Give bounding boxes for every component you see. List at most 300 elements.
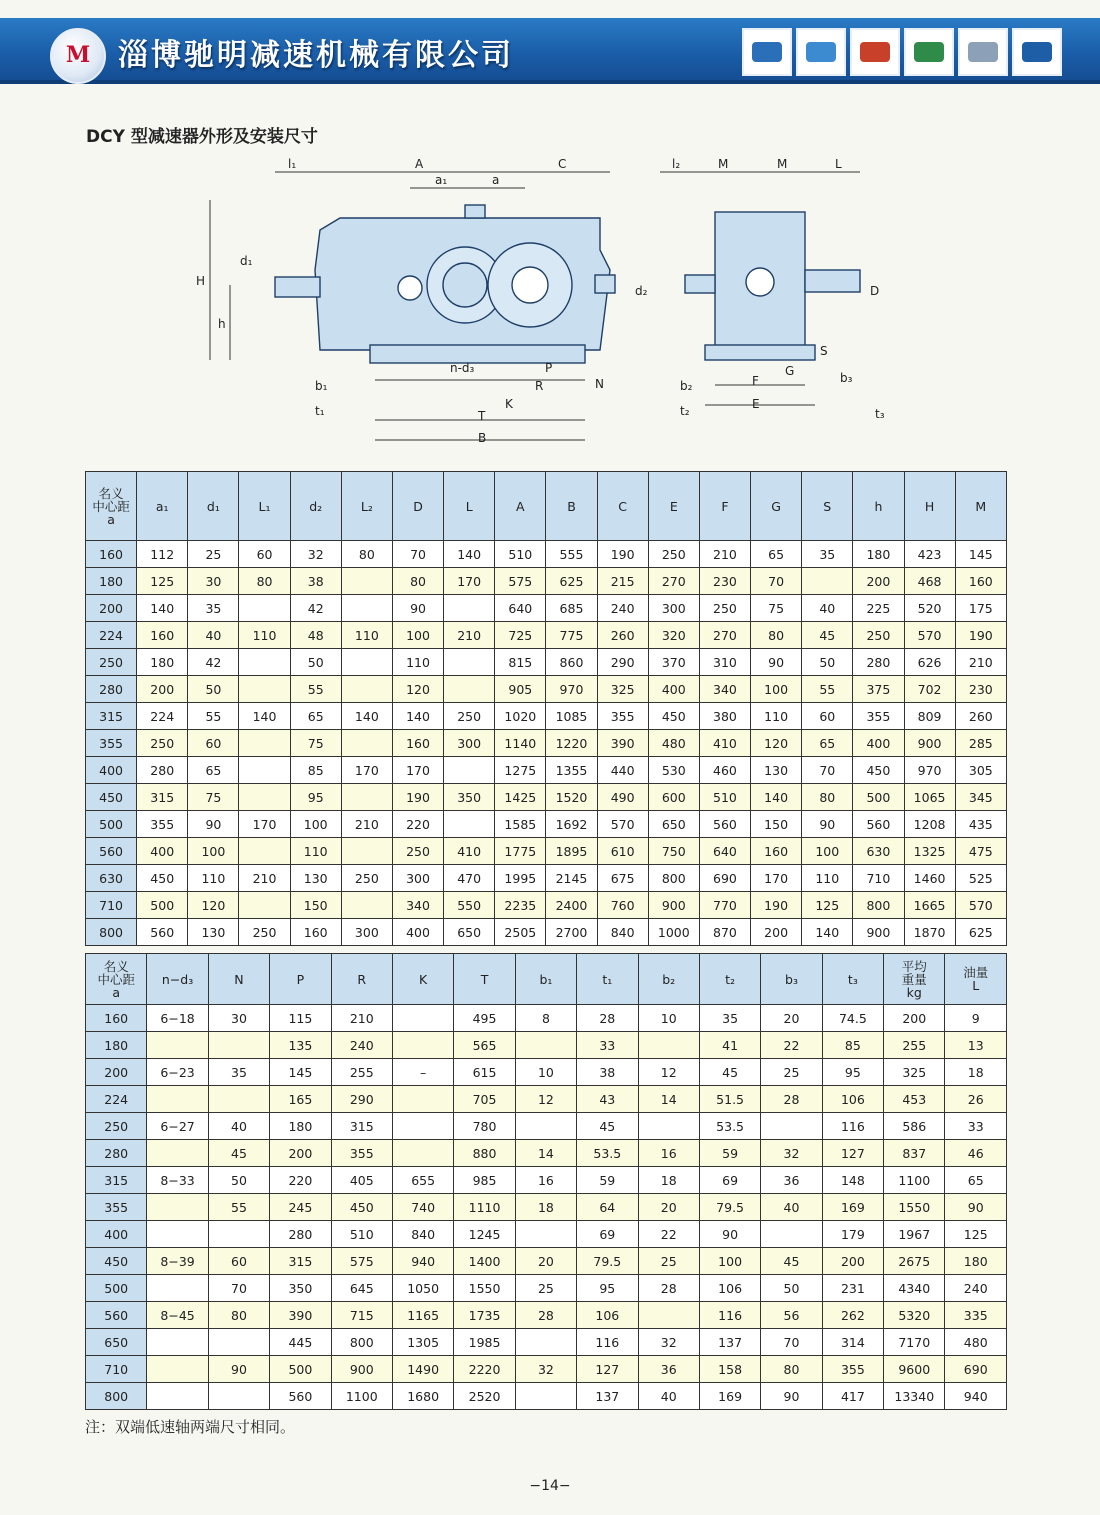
column-header: 名义 中心距 a <box>86 472 137 541</box>
table-cell: 70 <box>761 1329 822 1356</box>
table-cell: 1325 <box>904 838 955 865</box>
table-cell: 626 <box>904 649 955 676</box>
table-cell: 80 <box>761 1356 822 1383</box>
table-cell: 210 <box>444 622 495 649</box>
table-cell: 112 <box>137 541 188 568</box>
table-cell: 50 <box>208 1167 269 1194</box>
table-cell <box>147 1356 208 1383</box>
table-cell <box>444 811 495 838</box>
table-cell: 90 <box>945 1194 1007 1221</box>
table-cell: 40 <box>188 622 239 649</box>
table-cell: 224 <box>137 703 188 730</box>
table-cell: 260 <box>597 622 648 649</box>
table-cell: 1995 <box>495 865 546 892</box>
column-header: L₂ <box>341 472 392 541</box>
table-cell: 240 <box>597 595 648 622</box>
table-cell: 43 <box>577 1086 638 1113</box>
table-row <box>86 1383 1007 1410</box>
table-cell <box>444 757 495 784</box>
table-cell: 51.5 <box>699 1086 760 1113</box>
table-cell: 1895 <box>546 838 597 865</box>
table-cell: 35 <box>188 595 239 622</box>
table-cell: 625 <box>955 919 1006 946</box>
table-cell: 28 <box>638 1275 699 1302</box>
table-cell: 675 <box>597 865 648 892</box>
table-cell: 190 <box>392 784 443 811</box>
table-cell: 1100 <box>884 1167 945 1194</box>
dimension-table-1 <box>85 471 1007 946</box>
table-cell: 53.5 <box>577 1140 638 1167</box>
table-cell: 255 <box>331 1059 392 1086</box>
table-cell: 70 <box>208 1275 269 1302</box>
table-cell: 315 <box>270 1248 331 1275</box>
table-cell: – <box>392 1059 453 1086</box>
table-cell <box>802 568 853 595</box>
table-cell: 1460 <box>904 865 955 892</box>
table-cell <box>147 1275 208 1302</box>
table-cell: 250 <box>239 919 290 946</box>
table-cell: 12 <box>515 1086 576 1113</box>
table-cell: 65 <box>945 1167 1007 1194</box>
table-cell: 702 <box>904 676 955 703</box>
table-cell: 55 <box>802 676 853 703</box>
table-cell: 400 <box>392 919 443 946</box>
table-row <box>86 1113 1007 1140</box>
column-header: K <box>392 954 453 1005</box>
table-row <box>86 730 1007 757</box>
label-P: P <box>545 361 553 375</box>
table-cell: 160 <box>751 838 802 865</box>
table-cell: 200 <box>822 1248 883 1275</box>
table-cell: 270 <box>699 622 750 649</box>
table-cell: 500 <box>137 892 188 919</box>
logo-mark: M <box>65 42 91 68</box>
table-cell <box>208 1086 269 1113</box>
table-cell: 400 <box>853 730 904 757</box>
table-cell: 510 <box>495 541 546 568</box>
table-cell: 1550 <box>884 1194 945 1221</box>
table-cell: 50 <box>761 1275 822 1302</box>
table-cell: 36 <box>638 1356 699 1383</box>
table-cell: 90 <box>761 1383 822 1410</box>
table-cell: 840 <box>597 919 648 946</box>
table-cell: 70 <box>392 541 443 568</box>
table-cell: 410 <box>444 838 495 865</box>
table-cell <box>147 1086 208 1113</box>
table-cell: 13340 <box>884 1383 945 1410</box>
table-cell: 170 <box>392 757 443 784</box>
table-cell: 565 <box>454 1032 515 1059</box>
table-cell: 250 <box>137 730 188 757</box>
table-cell: 32 <box>638 1329 699 1356</box>
table-cell: 300 <box>648 595 699 622</box>
table-cell: 560 <box>853 811 904 838</box>
table-cell: 445 <box>270 1329 331 1356</box>
table-cell: 1110 <box>454 1194 515 1221</box>
table-cell: 640 <box>495 595 546 622</box>
label-T: T <box>478 409 486 423</box>
table-cell: 625 <box>546 568 597 595</box>
table-cell: 530 <box>648 757 699 784</box>
table-row <box>86 838 1007 865</box>
table-cell: 555 <box>546 541 597 568</box>
table-row <box>86 919 1007 946</box>
table-cell: 490 <box>597 784 648 811</box>
table-cell <box>392 1005 453 1032</box>
table-cell: 130 <box>188 919 239 946</box>
table-cell: 453 <box>884 1086 945 1113</box>
front-view <box>275 205 615 363</box>
row-key-cell: 800 <box>86 1383 147 1410</box>
table-cell: 26 <box>945 1086 1007 1113</box>
table-cell: 28 <box>515 1302 576 1329</box>
column-header: t₂ <box>699 954 760 1005</box>
table-cell: 417 <box>822 1383 883 1410</box>
table-cell: 110 <box>802 865 853 892</box>
table-cell: 170 <box>341 757 392 784</box>
table-cell: 690 <box>945 1356 1007 1383</box>
table-cell: 340 <box>699 676 750 703</box>
table-cell: 655 <box>392 1167 453 1194</box>
table-cell: 16 <box>515 1167 576 1194</box>
column-header: b₃ <box>761 954 822 1005</box>
table-cell: 40 <box>638 1383 699 1410</box>
table-cell: 725 <box>495 622 546 649</box>
table-cell: 140 <box>239 703 290 730</box>
table-row <box>86 703 1007 730</box>
table-cell: 95 <box>290 784 341 811</box>
table-cell: 250 <box>341 865 392 892</box>
table-cell: 325 <box>597 676 648 703</box>
column-header: R <box>331 954 392 1005</box>
column-header: T <box>454 954 515 1005</box>
table-cell: 140 <box>137 595 188 622</box>
table-cell: 230 <box>699 568 750 595</box>
table-cell <box>208 1032 269 1059</box>
table-cell: 8 <box>515 1005 576 1032</box>
table-cell: 1220 <box>546 730 597 757</box>
table-cell: 280 <box>853 649 904 676</box>
table-cell: 65 <box>290 703 341 730</box>
table-cell: 64 <box>577 1194 638 1221</box>
table-cell: 2505 <box>495 919 546 946</box>
table-cell <box>444 595 495 622</box>
table-row <box>86 622 1007 649</box>
table-cell <box>515 1329 576 1356</box>
table-cell: 250 <box>648 541 699 568</box>
table-cell: 230 <box>955 676 1006 703</box>
row-key-cell: 315 <box>86 703 137 730</box>
table-cell: 390 <box>270 1302 331 1329</box>
table-cell: 80 <box>392 568 443 595</box>
table-cell: 69 <box>577 1221 638 1248</box>
table-cell: 100 <box>188 838 239 865</box>
table-cell: 710 <box>853 865 904 892</box>
table-cell: 137 <box>699 1329 760 1356</box>
table-cell: 225 <box>853 595 904 622</box>
table-cell: 20 <box>761 1005 822 1032</box>
table-cell: 310 <box>699 649 750 676</box>
table-cell: 79.5 <box>577 1248 638 1275</box>
table-cell: 60 <box>239 541 290 568</box>
table-cell: 815 <box>495 649 546 676</box>
table-cell: 200 <box>751 919 802 946</box>
table-cell: 250 <box>444 703 495 730</box>
row-key-cell: 200 <box>86 595 137 622</box>
table-cell: 550 <box>444 892 495 919</box>
label-a1: a₁ <box>435 173 448 187</box>
column-header: C <box>597 472 648 541</box>
label-b3: b₃ <box>840 371 853 385</box>
table-cell: 450 <box>853 757 904 784</box>
table-cell: 375 <box>853 676 904 703</box>
table-cell <box>392 1140 453 1167</box>
table-cell <box>147 1221 208 1248</box>
table-cell: 345 <box>955 784 1006 811</box>
table-cell <box>341 838 392 865</box>
table-cell: 340 <box>392 892 443 919</box>
table-cell: 170 <box>444 568 495 595</box>
row-key-cell: 630 <box>86 865 137 892</box>
table-cell: 355 <box>137 811 188 838</box>
table-cell: 1490 <box>392 1356 453 1383</box>
table-cell: 780 <box>454 1113 515 1140</box>
table-cell: 165 <box>270 1086 331 1113</box>
table-cell: 1400 <box>454 1248 515 1275</box>
table-cell: 285 <box>955 730 1006 757</box>
table-cell: 18 <box>945 1059 1007 1086</box>
table-cell: 355 <box>853 703 904 730</box>
table-cell: 59 <box>577 1167 638 1194</box>
table-cell: 300 <box>392 865 443 892</box>
table-cell: 240 <box>945 1275 1007 1302</box>
table-cell: 110 <box>751 703 802 730</box>
table-cell: 1985 <box>454 1329 515 1356</box>
table-cell: 800 <box>648 865 699 892</box>
row-key-cell: 450 <box>86 784 137 811</box>
row-key-cell: 224 <box>86 1086 147 1113</box>
table-cell: 160 <box>392 730 443 757</box>
table-cell: 315 <box>331 1113 392 1140</box>
table-cell: 1520 <box>546 784 597 811</box>
table-cell: 450 <box>137 865 188 892</box>
table-cell: 610 <box>597 838 648 865</box>
table-cell: 520 <box>904 595 955 622</box>
table-cell: 2235 <box>495 892 546 919</box>
table-cell: 586 <box>884 1113 945 1140</box>
column-header: H <box>904 472 955 541</box>
row-key-cell: 160 <box>86 1005 147 1032</box>
column-header: b₂ <box>638 954 699 1005</box>
table-cell: 1775 <box>495 838 546 865</box>
table-row <box>86 595 1007 622</box>
label-t1: t₁ <box>315 404 325 418</box>
table-cell: 14 <box>515 1140 576 1167</box>
table-cell: 90 <box>208 1356 269 1383</box>
table-cell: 40 <box>802 595 853 622</box>
table-cell <box>341 595 392 622</box>
table-cell: 18 <box>515 1194 576 1221</box>
table-cell: 106 <box>822 1086 883 1113</box>
table-cell: 970 <box>546 676 597 703</box>
table-cell: 33 <box>945 1113 1007 1140</box>
table-cell: 28 <box>577 1005 638 1032</box>
table-cell: 160 <box>290 919 341 946</box>
table-cell: 450 <box>648 703 699 730</box>
table-cell: 6−27 <box>147 1113 208 1140</box>
table-cell: 250 <box>392 838 443 865</box>
row-key-cell: 560 <box>86 838 137 865</box>
table-cell: 140 <box>392 703 443 730</box>
table-cell: 42 <box>290 595 341 622</box>
table-cell: 2400 <box>546 892 597 919</box>
table-cell: 106 <box>699 1275 760 1302</box>
table-cell: 260 <box>955 703 1006 730</box>
table-cell <box>392 1032 453 1059</box>
table-row <box>86 1086 1007 1113</box>
column-header: d₁ <box>188 472 239 541</box>
table-cell: 809 <box>904 703 955 730</box>
table-cell: 16 <box>638 1140 699 1167</box>
table-cell: 905 <box>495 676 546 703</box>
column-header: h <box>853 472 904 541</box>
table-cell: 158 <box>699 1356 760 1383</box>
table-cell: 180 <box>945 1248 1007 1275</box>
table-cell: 320 <box>648 622 699 649</box>
table-cell: 170 <box>239 811 290 838</box>
table-cell: 2520 <box>454 1383 515 1410</box>
table-row <box>86 892 1007 919</box>
table-cell: 110 <box>188 865 239 892</box>
column-header: a₁ <box>137 472 188 541</box>
column-header: S <box>802 472 853 541</box>
table-cell: 90 <box>699 1221 760 1248</box>
row-key-cell: 315 <box>86 1167 147 1194</box>
table-cell: 35 <box>208 1059 269 1086</box>
table-row <box>86 784 1007 811</box>
table-cell: 690 <box>699 865 750 892</box>
table-cell: 100 <box>699 1248 760 1275</box>
row-key-cell: 650 <box>86 1329 147 1356</box>
table-cell: 145 <box>270 1059 331 1086</box>
column-header: A <box>495 472 546 541</box>
column-header: N <box>208 954 269 1005</box>
table-cell: 370 <box>648 649 699 676</box>
column-header: t₃ <box>822 954 883 1005</box>
table-cell: 38 <box>290 568 341 595</box>
table-cell: 1550 <box>454 1275 515 1302</box>
table-cell: 116 <box>699 1302 760 1329</box>
table-cell: 300 <box>444 730 495 757</box>
table-cell: 9 <box>945 1005 1007 1032</box>
table-cell: 140 <box>444 541 495 568</box>
table-cell: 650 <box>648 811 699 838</box>
table-cell <box>208 1329 269 1356</box>
table-cell: 140 <box>802 919 853 946</box>
table-cell: 1665 <box>904 892 955 919</box>
table-cell: 870 <box>699 919 750 946</box>
table-cell: 100 <box>290 811 341 838</box>
table-cell: 100 <box>751 676 802 703</box>
table-cell: 900 <box>331 1356 392 1383</box>
table-cell: 179 <box>822 1221 883 1248</box>
table-cell <box>239 676 290 703</box>
table-cell: 65 <box>751 541 802 568</box>
row-key-cell: 560 <box>86 1302 147 1329</box>
table-cell: 80 <box>751 622 802 649</box>
table-cell: 90 <box>392 595 443 622</box>
table-cell: 70 <box>751 568 802 595</box>
column-header: L₁ <box>239 472 290 541</box>
table-cell: 215 <box>597 568 648 595</box>
table-cell: 90 <box>802 811 853 838</box>
table-cell: 45 <box>761 1248 822 1275</box>
table-cell: 135 <box>270 1032 331 1059</box>
table-cell: 840 <box>392 1221 453 1248</box>
row-key-cell: 400 <box>86 757 137 784</box>
table-cell: 56 <box>761 1302 822 1329</box>
table-cell: 468 <box>904 568 955 595</box>
table-cell: 40 <box>761 1194 822 1221</box>
table-cell: 180 <box>853 541 904 568</box>
table-row <box>86 757 1007 784</box>
table-cell: 255 <box>884 1032 945 1059</box>
table-cell: 33 <box>577 1032 638 1059</box>
table-cell <box>392 1113 453 1140</box>
table-cell: 148 <box>822 1167 883 1194</box>
table-row <box>86 541 1007 568</box>
table-cell: 45 <box>577 1113 638 1140</box>
table-row <box>86 1221 1007 1248</box>
table-cell: 1065 <box>904 784 955 811</box>
table-cell: 1165 <box>392 1302 453 1329</box>
table-cell: 460 <box>699 757 750 784</box>
table-cell: 110 <box>239 622 290 649</box>
company-name: 淄博驰明减速机械有限公司 <box>118 38 514 73</box>
column-header: D <box>392 472 443 541</box>
table-cell: 560 <box>270 1383 331 1410</box>
table-cell: 106 <box>577 1302 638 1329</box>
column-header: d₂ <box>290 472 341 541</box>
table-cell: 60 <box>802 703 853 730</box>
thumbnail-reducer-steel <box>958 28 1008 76</box>
table-cell: 45 <box>208 1140 269 1167</box>
table-cell: 110 <box>392 649 443 676</box>
thumbnail-reducer-red <box>850 28 900 76</box>
table-cell: 262 <box>822 1302 883 1329</box>
table-cell <box>341 676 392 703</box>
table-cell: 110 <box>290 838 341 865</box>
table-cell: 570 <box>597 811 648 838</box>
table-cell <box>761 1221 822 1248</box>
table-cell: 35 <box>802 541 853 568</box>
table-cell: 900 <box>648 892 699 919</box>
table-cell <box>515 1113 576 1140</box>
table-cell: 280 <box>270 1221 331 1248</box>
table-cell: 290 <box>331 1086 392 1113</box>
table-cell: 30 <box>188 568 239 595</box>
row-key-cell: 500 <box>86 1275 147 1302</box>
table-cell: 1680 <box>392 1383 453 1410</box>
table-cell: 510 <box>331 1221 392 1248</box>
table-cell: 290 <box>597 649 648 676</box>
column-header: 油量 L <box>945 954 1007 1005</box>
table-cell: 160 <box>137 622 188 649</box>
table-cell: 160 <box>955 568 1006 595</box>
label-t3: t₃ <box>875 407 885 421</box>
table-cell: 130 <box>751 757 802 784</box>
label-S: S <box>820 344 828 358</box>
